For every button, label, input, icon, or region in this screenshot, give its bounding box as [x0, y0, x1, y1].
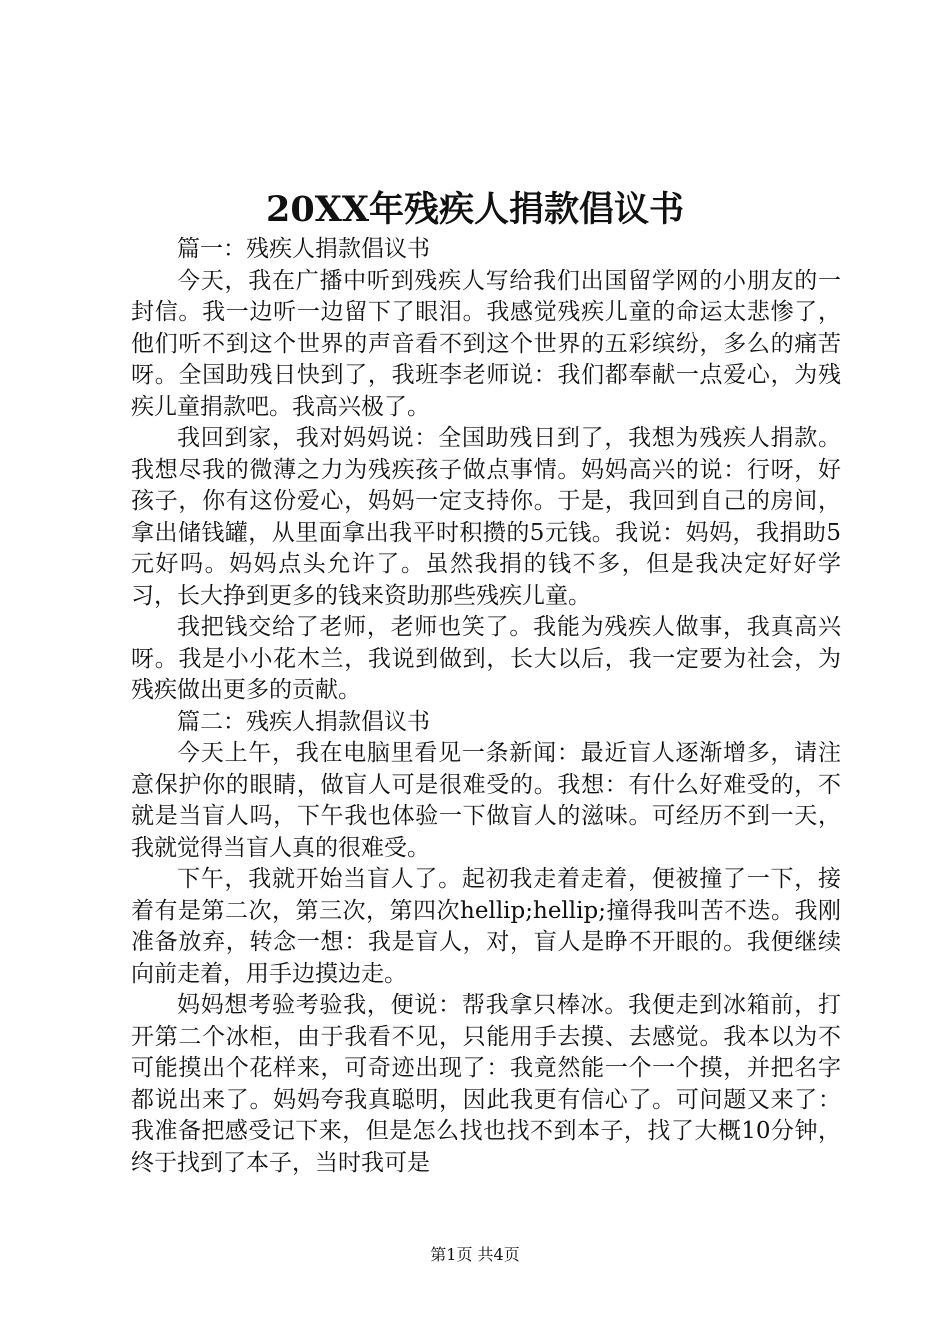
document-title: 20XX年残疾人捐款倡议书	[265, 189, 685, 230]
paragraph: 我回到家，我对妈妈说：全国助残日到了，我想为残疾人捐款。我想尽我的微薄之力为残疾孩子做点事情。妈妈高兴的说：行呀，好孩子，你有这份爱心，妈妈一定支持你。于是，我回到自己的房间，拿出储钱罐，从里面拿出我平时积攒的5元钱。我说：妈妈，我捐助5元好吗。妈妈点头允许了。虽然我捐的钱不多，但是我决定好好学习，长大挣到更多的钱来资助那些残疾儿童。	[131, 425, 841, 609]
section-heading-1: 篇一：残疾人捐款倡议书	[177, 236, 430, 262]
paragraph: 今天上午，我在电脑里看见一条新闻：最近盲人逐渐增多，请注意保护你的眼睛，做盲人可是很难受的。我想：有什么好难受的，不就是当盲人吗，下午我也体验一下做盲人的滋味。可经历不到一天，我就觉得当盲人真的很难受。	[131, 740, 841, 861]
paragraph: 下午，我就开始当盲人了。起初我走着走着，便被撞了一下，接着有是第二次，第三次，第四次hellip;hellip;撞得我叫苦不迭。我刚准备放弃，转念一想：我是盲人，对，盲人是睁不开眼的。我便继续向前走着，用手边摸边走。	[131, 866, 841, 987]
document-body	[131, 234, 841, 1179]
page-number-footer: 第1页 共4页	[430, 1245, 520, 1264]
section-heading-2: 篇二：残疾人捐款倡议书	[177, 708, 430, 735]
paragraph: 今天，我在广播中听到残疾人写给我们出国留学网的小朋友的一封信。我一边听一边留下了眼泪。我感觉残疾儿童的命运太悲惨了，他们听不到这个世界的声音看不到这个世界的五彩缤纷，多么的痛苦呀。全国助残日快到了，我班李老师说：我们都奉献一点爱心，为残疾儿童捐款吧。我高兴极了。	[131, 267, 841, 420]
paragraph: 妈妈想考验考验我，便说：帮我拿只棒冰。我便走到冰箱前，打开第二个冰柜，由于我看不见，只能用手去摸、去感觉。我本以为不可能摸出个花样来，可奇迹出现了：我竟然能一个一个摸，并把名字都说出来了。妈妈夸我真聪明，因此我更有信心了。可问题又来了：我准备把感受记下来，但是怎么找也找不到本子，找了大概10分钟，终于找到了本子，当时我可是	[131, 992, 841, 1176]
paragraph: 我把钱交给了老师，老师也笑了。我能为残疾人做事，我真高兴呀。我是小小花木兰，我说到做到，长大以后，我一定要为社会，为残疾做出更多的贡献。	[131, 614, 841, 703]
